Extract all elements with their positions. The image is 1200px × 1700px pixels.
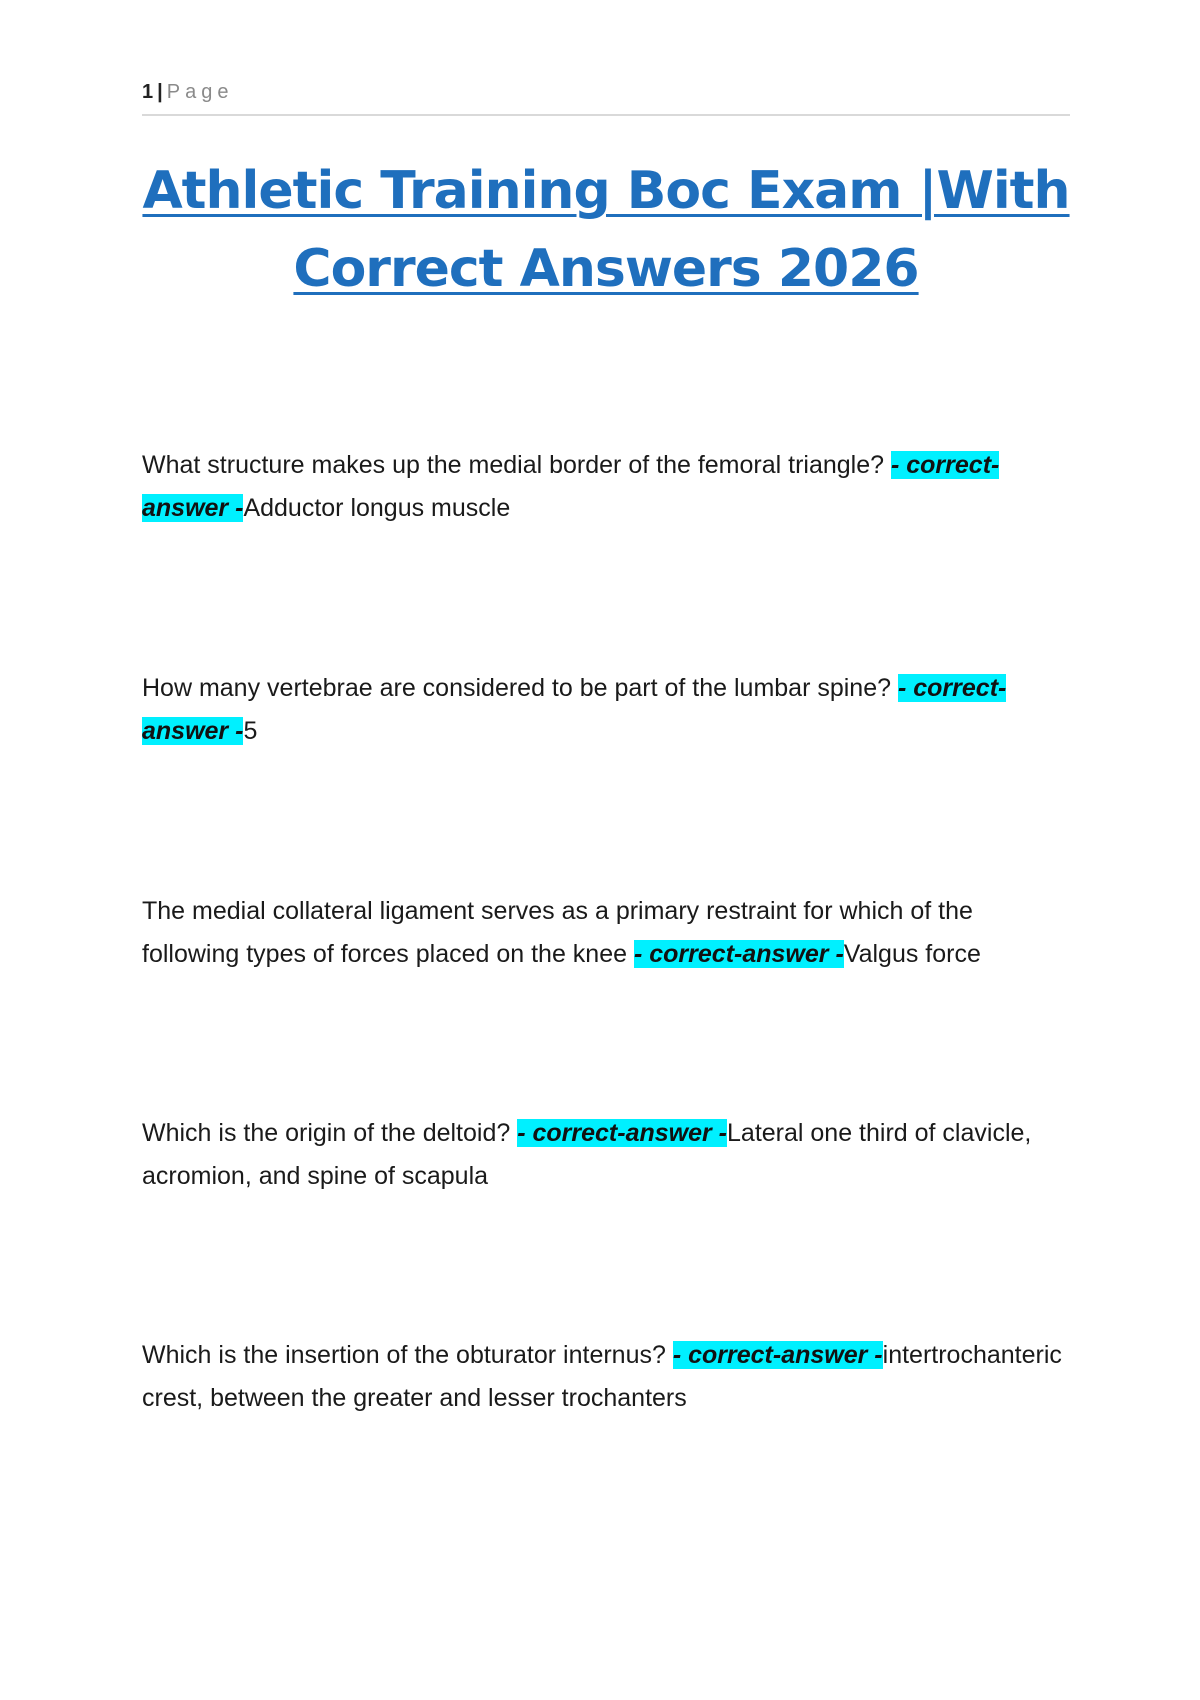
qa-item [142, 667, 1062, 753]
question-text: Which is the origin of the deltoid? [142, 1119, 511, 1147]
qa-item [142, 1112, 1062, 1198]
page-number: 1 [142, 81, 154, 103]
question-text: Which is the insertion of the obturator internus? [142, 1341, 666, 1369]
answer-tag: - correct-answer - [633, 940, 844, 968]
title-line-1: Athletic Training Boc Exam |With [142, 161, 1070, 221]
page-header [142, 80, 1070, 116]
question-text: What structure makes up the medial border of the femoral triangle? [142, 451, 885, 479]
question-text: The medial collateral ligament serves as a primary restraint for which of the following types of forces placed on the knee [142, 897, 973, 968]
qa-item [142, 890, 1062, 976]
answer-tag: - correct-answer - [142, 674, 1007, 745]
document-title [142, 152, 1070, 308]
page-label: Page [166, 81, 234, 103]
question-text: How many vertebrae are considered to be part of the lumbar spine? [142, 674, 892, 702]
answer-text: Adductor longus muscle [243, 494, 511, 522]
qa-item [142, 1334, 1062, 1420]
answer-tag: - correct-answer - [672, 1341, 883, 1369]
answer-text: 5 [243, 717, 258, 745]
answer-text: intertrochanteric crest, between the greater and lesser trochanters [142, 1341, 1062, 1412]
title-line-2: Correct Answers 2026 [293, 239, 919, 299]
qa-item [142, 444, 1062, 530]
page-separator: | [157, 81, 163, 103]
answer-tag: - correct-answer - [517, 1119, 728, 1147]
answer-text: Valgus force [843, 940, 981, 968]
answer-text: Lateral one third of clavicle, acromion, and spine of scapula [142, 1119, 1032, 1190]
answer-tag: - correct-answer - [142, 451, 1000, 522]
